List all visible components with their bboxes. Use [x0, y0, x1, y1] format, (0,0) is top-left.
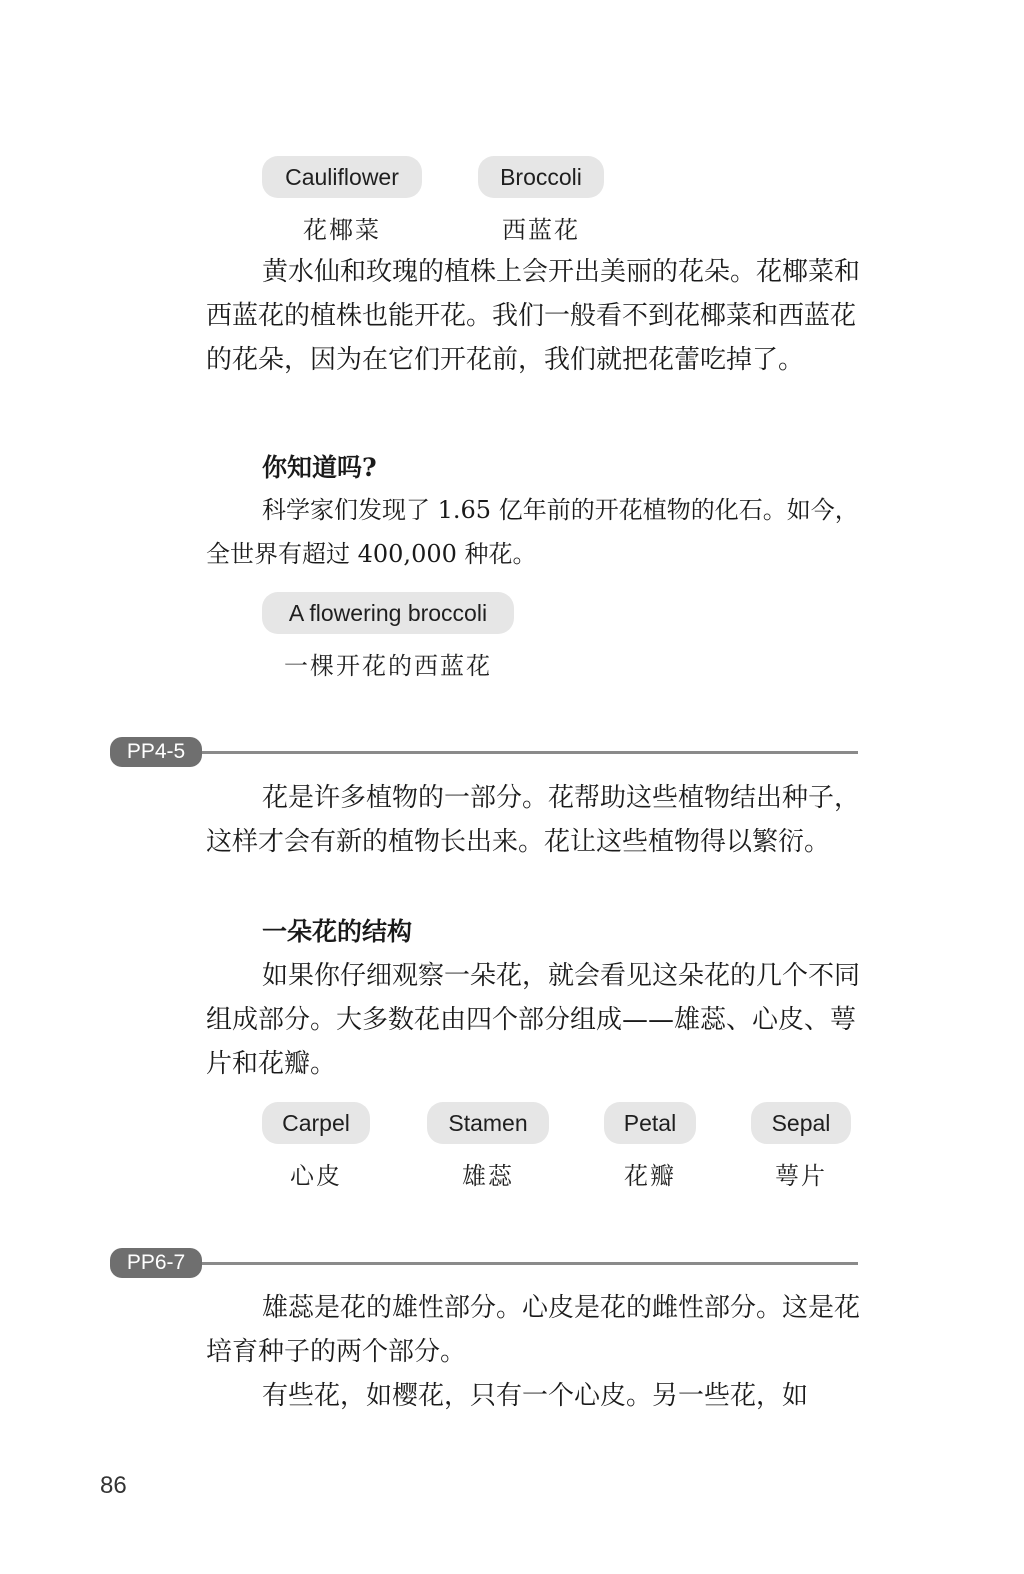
section-divider-2 [196, 1262, 858, 1265]
section2-paragraph2: 有些花，如樱花，只有一个心皮。另一些花，如 [262, 1381, 809, 1411]
section2-paragraph: 雄蕊是花的雄性部分。心皮是花的雌性部分。这是花培育种子的两个部分。 [206, 1293, 861, 1367]
section1-paragraph2: 如果你仔细观察一朵花，就会看见这朵花的几个不同组成部分。大多数花由四个部分组成——雄蕊、心皮、萼片和花瓣。 [206, 961, 861, 1079]
section1-paragraph: 花是许多植物的一部分。花帮助这些植物结出种子，这样才会有新的植物长出来。花让这些植物得以繁衍。 [206, 783, 861, 857]
term-gloss-flowering-broccoli: 一棵开花的西蓝花 [284, 652, 492, 680]
term-gloss-cauliflower: 花椰菜 [303, 216, 381, 244]
term-gloss-sepal: 萼片 [775, 1162, 827, 1190]
term-gloss-broccoli: 西蓝花 [502, 216, 580, 244]
term-pill-broccoli: Broccoli [478, 156, 604, 198]
term-gloss-carpel: 心皮 [290, 1162, 342, 1190]
did-you-know-heading: 你知道吗? [262, 453, 377, 482]
intro-paragraph: 黄水仙和玫瑰的植株上会开出美丽的花朵。花椰菜和西蓝花的植株也能开花。我们一般看不到花椰菜和西蓝花的花朵，因为在它们开花前，我们就把花蕾吃掉了。 [206, 257, 861, 375]
term-pill-petal: Petal [604, 1102, 696, 1144]
page-number: 86 [100, 1472, 127, 1499]
term-pill-cauliflower: Cauliflower [262, 156, 422, 198]
term-pill-stamen: Stamen [427, 1102, 549, 1144]
term-gloss-stamen: 雄蕊 [462, 1162, 514, 1190]
section-tag-pp6-7: PP6-7 [110, 1248, 202, 1278]
term-pill-flowering-broccoli: A flowering broccoli [262, 592, 514, 634]
section-tag-pp4-5: PP4-5 [110, 737, 202, 767]
term-pill-sepal: Sepal [751, 1102, 851, 1144]
section-divider-1 [196, 751, 858, 754]
term-gloss-petal: 花瓣 [624, 1162, 676, 1190]
flower-structure-heading: 一朵花的结构 [262, 917, 413, 946]
did-you-know-text: 科学家们发现了 1.65 亿年前的开花植物的化石。如今，全世界有超过 400,000 种花。 [206, 496, 859, 568]
term-pill-carpel: Carpel [262, 1102, 370, 1144]
